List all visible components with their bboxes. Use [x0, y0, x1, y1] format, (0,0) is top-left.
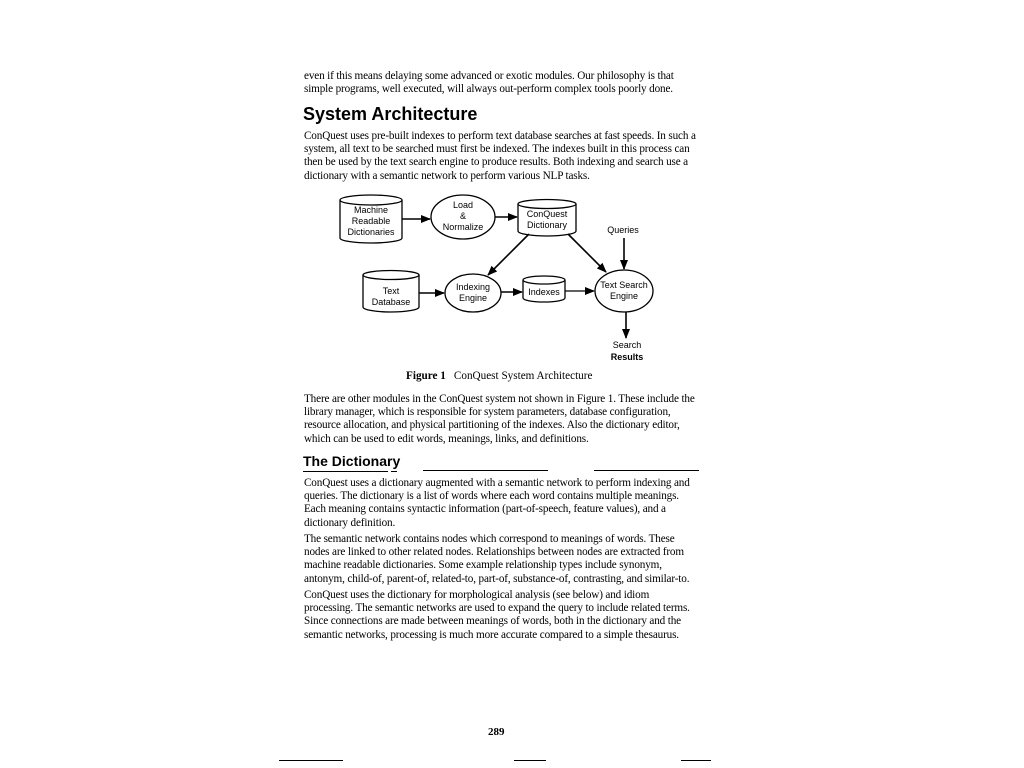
text-line: which can be used to edit words, meanings, links, and definitions.: [304, 432, 589, 445]
text-line: Since connections are made between meanings of words, both in the dictionary and the: [304, 615, 681, 628]
node-label: Text Search: [600, 280, 648, 290]
node-machine-readable-dictionaries: [340, 195, 402, 243]
node-label: Text: [382, 286, 400, 296]
text-line: even if this means delaying some advanced or exotic modules. Our philosophy is that: [304, 70, 674, 82]
node-load-normalize: [431, 195, 495, 239]
node-indexes: [523, 276, 565, 302]
architecture-diagram: [330, 190, 670, 370]
modules-paragraph: [304, 393, 704, 446]
node-label: Dictionary: [526, 220, 568, 230]
node-label: &: [459, 211, 467, 221]
text-line: ConQuest uses pre-built indexes to perform text database searches at fast speeds. In such a: [304, 130, 696, 142]
node-label: Normalize: [442, 222, 484, 232]
section-heading-architecture: System Architecture: [303, 104, 478, 124]
text-line: dictionary definition.: [304, 516, 396, 529]
node-text-database: [363, 271, 419, 313]
text-line: dictionary with a semantic network to perform various NLP tasks.: [304, 169, 590, 182]
text-line: Each meaning contains syntactic information (part-of-speech, feature values), and a: [304, 503, 666, 516]
text-line: machine readable dictionaries. Some example relationship types include synonym,: [304, 559, 662, 572]
heading-rule: [423, 470, 548, 471]
search-results-label: Results: [610, 352, 644, 362]
text-line: system, all text to be searched must first be indexed. The indexes built in this process can: [304, 143, 690, 156]
queries-label: Queries: [607, 225, 639, 235]
footer-rule: [279, 760, 343, 761]
arrow-dict-to-search: [568, 234, 606, 272]
page-number: 289: [488, 726, 505, 738]
node-label: Load: [452, 200, 474, 210]
dictionary-paragraph-3: [304, 589, 704, 642]
text-line: semantic networks, processing is much more accurate compared to a simple thesaurus.: [304, 628, 679, 641]
figure-caption: [406, 370, 592, 382]
footer-rule: [681, 760, 711, 761]
node-label: Machine: [353, 205, 389, 215]
node-label: Readable: [351, 216, 391, 226]
architecture-paragraph: [304, 130, 704, 183]
section-heading-dictionary: The Dictionary: [303, 453, 401, 469]
text-line: simple programs, well executed, will always out-perform complex tools poorly done.: [304, 83, 673, 96]
node-label: ConQuest: [526, 209, 568, 219]
heading-rule: [391, 471, 397, 472]
node-conquest-dictionary: [518, 200, 576, 237]
heading-rule: [594, 470, 699, 471]
dictionary-paragraph-2: [304, 533, 704, 586]
text-line: library manager, which is responsible for system parameters, database configuration,: [304, 406, 671, 419]
node-text-search-engine: [595, 270, 653, 312]
text-line: resource allocation, and physical partitioning of the indexes. Also the dictionary editor,: [304, 419, 680, 432]
text-line: ConQuest uses a dictionary augmented with a semantic network to perform indexing and: [304, 477, 690, 489]
text-line: nodes are linked to other related nodes. Relationships between nodes are extracted from: [304, 546, 684, 559]
arrow-dict-to-indexing: [488, 234, 529, 275]
text-line: ConQuest uses the dictionary for morphological analysis (see below) and idiom: [304, 589, 650, 601]
text-line: queries. The dictionary is a list of words where each word contains multiple meanings.: [304, 490, 679, 503]
figure-caption-text: ConQuest System Architecture: [453, 370, 593, 382]
node-label: Engine: [609, 291, 639, 301]
node-label: Database: [371, 297, 411, 307]
search-results-label: Search: [612, 340, 642, 350]
text-line: then be used by the text search engine to produce results. Both indexing and search use a: [304, 156, 688, 169]
dictionary-paragraph-1: [304, 477, 704, 530]
figure-caption-label: Figure 1: [406, 370, 446, 382]
text-line: The semantic network contains nodes which correspond to meanings of words. These: [304, 533, 675, 545]
intro-paragraph: [304, 70, 704, 96]
node-label: Dictionaries: [347, 227, 395, 237]
footer-rule: [514, 760, 546, 761]
text-line: antonym, child-of, parent-of, related-to, part-of, substance-of, contrasting, and similar-to.: [304, 572, 690, 585]
heading-rule: [303, 471, 388, 472]
node-label: Indexes: [528, 287, 560, 297]
node-indexing-engine: [445, 274, 501, 312]
text-line: There are other modules in the ConQuest system not shown in Figure 1. These include the: [304, 393, 695, 405]
node-label: Indexing: [455, 282, 491, 292]
text-line: processing. The semantic networks are used to expand the query to include related terms.: [304, 602, 690, 615]
node-label: Engine: [458, 293, 488, 303]
